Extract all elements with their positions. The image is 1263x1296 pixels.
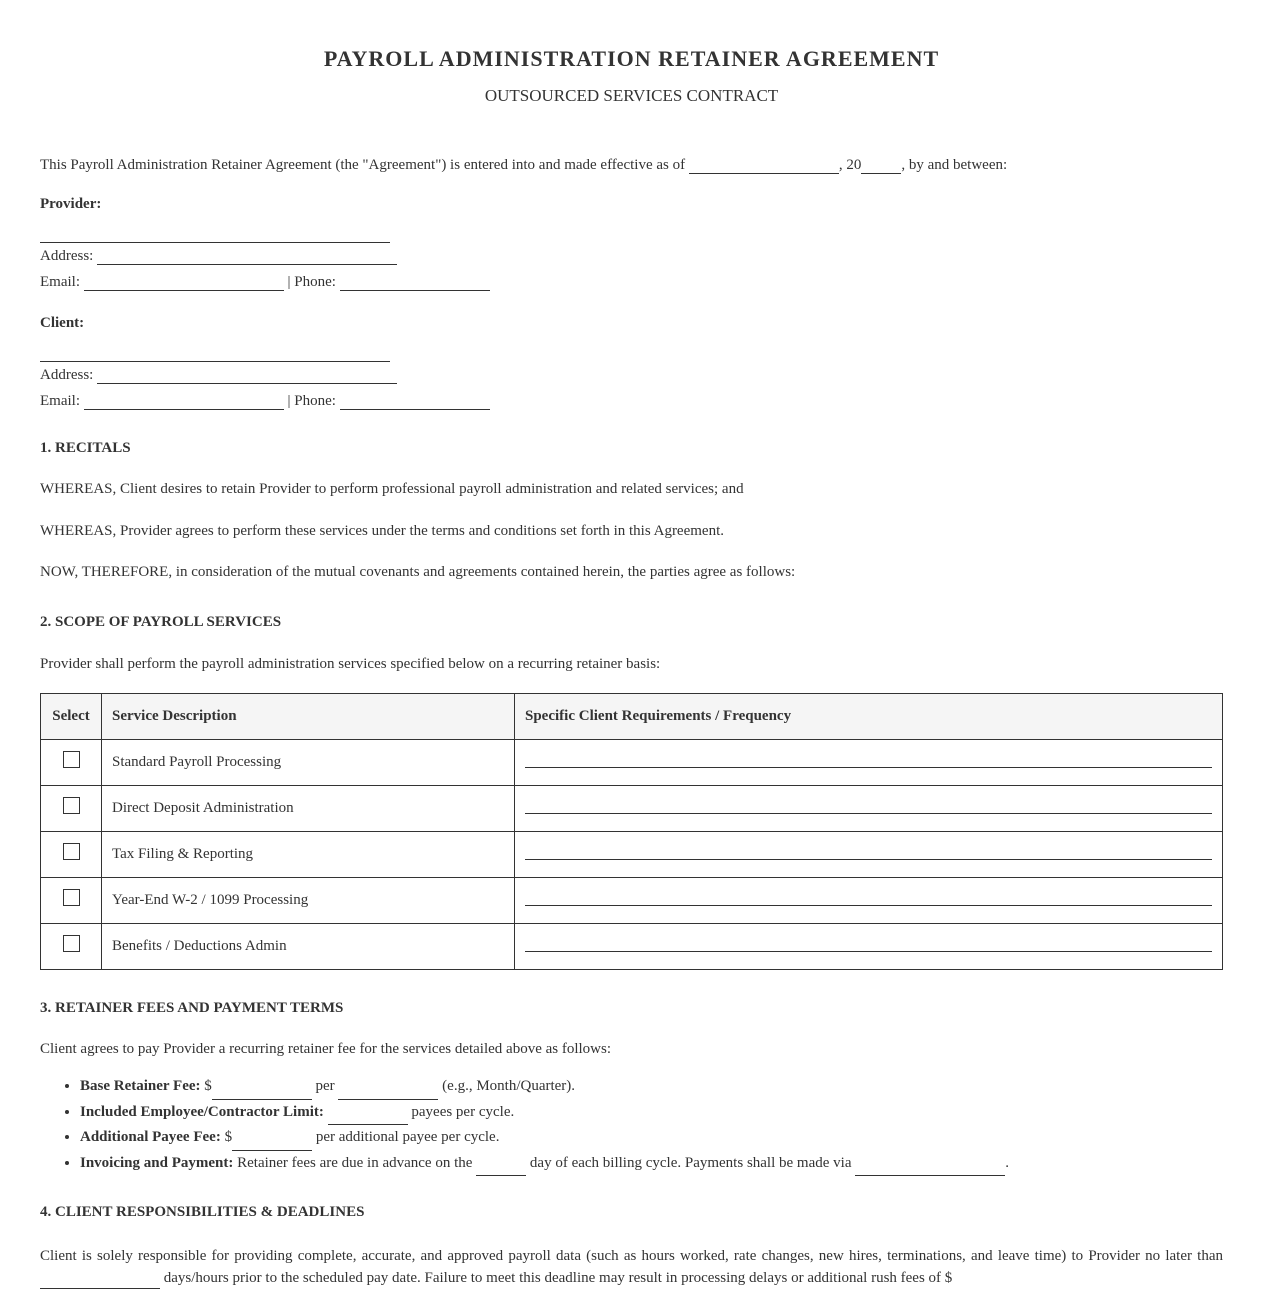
provider-address-field[interactable] bbox=[97, 247, 397, 265]
table-row bbox=[41, 740, 1223, 786]
service-description: Direct Deposit Administration bbox=[102, 786, 515, 832]
client-phone-field[interactable] bbox=[340, 392, 490, 410]
effective-date-field[interactable] bbox=[689, 156, 839, 174]
recitals-heading: 1. RECITALS bbox=[40, 440, 131, 456]
requirements-field[interactable] bbox=[525, 859, 1212, 860]
client-name-field[interactable] bbox=[40, 360, 390, 362]
recital-whereas-2: WHEREAS, Provider agrees to perform these services under the terms and conditions set forth in this Agreement. bbox=[40, 523, 724, 539]
select-cell bbox=[41, 740, 102, 786]
service-description: Standard Payroll Processing bbox=[102, 740, 515, 786]
client-contact-row bbox=[40, 392, 1223, 410]
additional-fee-currency: $ bbox=[220, 1129, 233, 1145]
base-fee-label: Base Retainer Fee: bbox=[80, 1078, 201, 1094]
client-address-row bbox=[40, 366, 1223, 384]
requirements-field[interactable] bbox=[525, 767, 1212, 768]
intro-text-end: , by and between: bbox=[901, 157, 1008, 173]
select-cell bbox=[41, 786, 102, 832]
list-item bbox=[80, 1151, 1223, 1177]
base-fee-amount-field[interactable] bbox=[212, 1082, 312, 1100]
payment-method-field[interactable] bbox=[855, 1158, 1005, 1176]
service-checkbox[interactable] bbox=[63, 843, 80, 860]
requirements-field[interactable] bbox=[525, 951, 1212, 952]
services-table-header bbox=[41, 694, 1223, 740]
requirements-cell bbox=[515, 924, 1223, 970]
fees-intro: Client agrees to pay Provider a recurring retainer fee for the services detailed above as follows: bbox=[40, 1041, 612, 1057]
payee-limit-suffix: payees per cycle. bbox=[407, 1103, 515, 1120]
client-email-label: Email: bbox=[40, 393, 80, 409]
requirements-cell bbox=[515, 878, 1223, 924]
client-heading: Client: bbox=[40, 315, 85, 331]
effective-year-field[interactable] bbox=[861, 156, 901, 174]
intro-text: This Payroll Administration Retainer Agreement (the "Agreement") is entered into and made effective as of bbox=[40, 157, 686, 173]
base-fee-currency: $ bbox=[200, 1078, 212, 1094]
provider-name-field[interactable] bbox=[40, 241, 390, 243]
base-fee-suffix: (e.g., Month/Quarter). bbox=[438, 1078, 576, 1094]
select-cell bbox=[41, 832, 102, 878]
additional-fee-field[interactable] bbox=[232, 1133, 312, 1151]
requirements-field[interactable] bbox=[525, 813, 1212, 814]
service-checkbox[interactable] bbox=[63, 797, 80, 814]
list-item bbox=[80, 1074, 1223, 1100]
requirements-cell bbox=[515, 786, 1223, 832]
client-responsibilities-paragraph bbox=[40, 1245, 1223, 1289]
table-row bbox=[41, 786, 1223, 832]
provider-heading: Provider: bbox=[40, 196, 102, 212]
client-email-field[interactable] bbox=[84, 392, 284, 410]
provider-email-label: Email: bbox=[40, 274, 80, 290]
intro-year-prefix: , 20 bbox=[838, 157, 862, 173]
client-responsibilities-text-2: later than bbox=[1165, 1248, 1223, 1264]
fees-list bbox=[40, 1074, 1223, 1176]
table-row bbox=[41, 878, 1223, 924]
requirements-cell bbox=[515, 740, 1223, 786]
service-description: Benefits / Deductions Admin bbox=[102, 924, 515, 970]
select-cell bbox=[41, 924, 102, 970]
billing-day-field[interactable] bbox=[476, 1158, 526, 1176]
provider-address-label: Address: bbox=[40, 248, 94, 264]
document-subtitle: OUTSOURCED SERVICES CONTRACT bbox=[484, 86, 779, 105]
list-item bbox=[80, 1125, 1223, 1151]
provider-phone-label: | Phone: bbox=[287, 274, 336, 290]
invoicing-text-a: Retainer fees are due in advance on the bbox=[233, 1154, 477, 1171]
col-select-header: Select bbox=[41, 694, 102, 740]
provider-contact-row bbox=[40, 273, 1223, 291]
service-checkbox[interactable] bbox=[63, 935, 80, 952]
requirements-field[interactable] bbox=[525, 905, 1212, 906]
requirements-cell bbox=[515, 832, 1223, 878]
payee-limit-field[interactable] bbox=[328, 1107, 408, 1125]
client-responsibilities-text: Client is solely responsible for providing complete, accurate, and approved payroll data (such as hours worked, rate changes, new hires, terminations, and leave time) to Provider no bbox=[40, 1248, 1161, 1264]
service-checkbox[interactable] bbox=[63, 889, 80, 906]
service-description: Year-End W-2 / 1099 Processing bbox=[102, 878, 515, 924]
deadline-field[interactable] bbox=[40, 1271, 160, 1289]
client-address-label: Address: bbox=[40, 367, 94, 383]
agreement-page bbox=[40, 0, 1223, 1289]
scope-intro: Provider shall perform the payroll administration services specified below on a recurring retainer basis: bbox=[40, 656, 661, 672]
scope-heading: 2. SCOPE OF PAYROLL SERVICES bbox=[40, 614, 282, 630]
select-cell bbox=[41, 878, 102, 924]
base-fee-period-field[interactable] bbox=[338, 1082, 438, 1100]
recital-now-therefore: NOW, THEREFORE, in consideration of the mutual covenants and agreements contained herein, the parties agree as follows: bbox=[40, 564, 796, 580]
table-row bbox=[41, 832, 1223, 878]
provider-email-field[interactable] bbox=[84, 273, 284, 291]
provider-phone-field[interactable] bbox=[340, 273, 490, 291]
col-requirements-header: Specific Client Requirements / Frequency bbox=[515, 694, 1223, 740]
table-row bbox=[41, 924, 1223, 970]
list-item bbox=[80, 1100, 1223, 1126]
intro-paragraph bbox=[40, 156, 1223, 174]
fees-heading: 3. RETAINER FEES AND PAYMENT TERMS bbox=[40, 1000, 344, 1016]
client-responsibilities-text-3: days/hours prior to the scheduled pay date. Failure to meet this deadline may result in processing delays or additional rush fees of $ bbox=[163, 1270, 953, 1286]
document-title: PAYROLL ADMINISTRATION RETAINER AGREEMENT bbox=[323, 46, 940, 71]
recital-whereas-1: WHEREAS, Client desires to retain Provider to perform professional payroll administration and related services; and bbox=[40, 481, 744, 497]
invoicing-label: Invoicing and Payment: bbox=[80, 1154, 234, 1171]
client-phone-label: | Phone: bbox=[287, 393, 336, 409]
additional-fee-suffix: per additional payee per cycle. bbox=[312, 1129, 500, 1145]
client-address-field[interactable] bbox=[97, 366, 397, 384]
service-description: Tax Filing & Reporting bbox=[102, 832, 515, 878]
additional-fee-label: Additional Payee Fee: bbox=[80, 1129, 221, 1145]
provider-address-row bbox=[40, 247, 1223, 265]
services-table bbox=[40, 693, 1223, 970]
invoicing-text-c: . bbox=[1005, 1154, 1009, 1171]
service-checkbox[interactable] bbox=[63, 751, 80, 768]
client-responsibilities-heading: 4. CLIENT RESPONSIBILITIES & DEADLINES bbox=[40, 1204, 365, 1220]
payee-limit-label: Included Employee/Contractor Limit: bbox=[80, 1103, 324, 1120]
col-service-header: Service Description bbox=[102, 694, 515, 740]
invoicing-text-b: day of each billing cycle. Payments shall be made via bbox=[526, 1154, 856, 1171]
base-fee-per-text: per bbox=[311, 1078, 339, 1094]
